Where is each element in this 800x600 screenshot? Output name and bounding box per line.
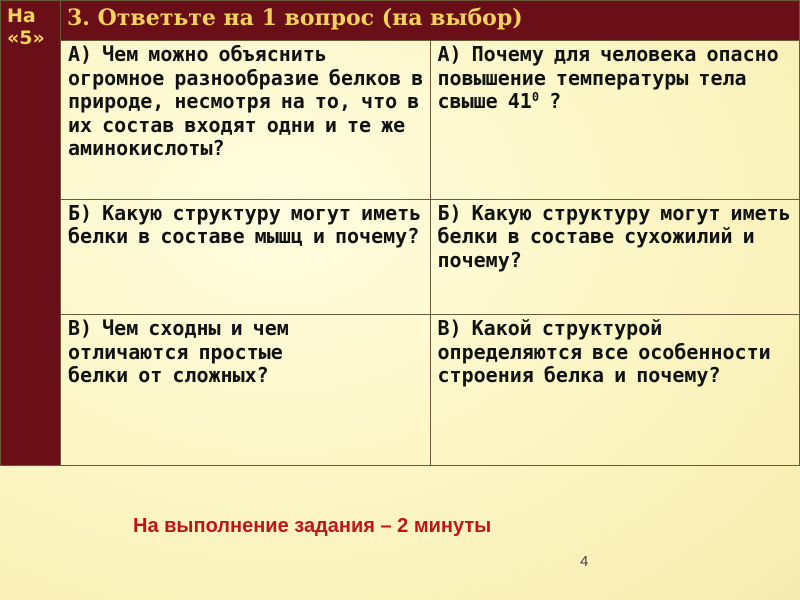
time-limit-note: На выполнение задания – 2 минуты bbox=[133, 515, 492, 537]
page-number: 4 bbox=[580, 553, 589, 570]
grade-label-line1: На bbox=[7, 5, 36, 27]
question-right-a bbox=[430, 41, 800, 200]
question-row-b bbox=[1, 199, 800, 314]
question-left-b: Б) Какую структуру могут иметь белки в составе мышц и почему? bbox=[61, 199, 431, 314]
question-left-a: А) Чем можно объяснить огромное разнообразие белков в природе, несмотря на то, что в их состав входят одни и те же аминокислоты? bbox=[61, 41, 431, 200]
grade-label-cell bbox=[1, 1, 61, 466]
grade-label-line2: «5» bbox=[7, 27, 45, 49]
question-row-a bbox=[1, 41, 800, 200]
task-title: 3. Ответьте на 1 вопрос (на выбор) bbox=[61, 1, 800, 41]
question-right-c: В) Какой структурой определяются все особенности строения белка и почему? bbox=[430, 315, 800, 466]
question-right-a-end: ? bbox=[539, 89, 562, 114]
question-right-b: Б) Какую структуру могут иметь белки в составе сухожилий и почему? bbox=[430, 199, 800, 314]
question-left-c: В) Чем сходны и чем отличаются простые белки от сложных? bbox=[61, 315, 431, 466]
question-right-a-text: А) Почему для человека опасно повышение температуры тела свыше 41 bbox=[437, 42, 779, 114]
header-row bbox=[1, 1, 800, 41]
question-row-c bbox=[1, 315, 800, 466]
degree-superscript: 0 bbox=[531, 90, 540, 105]
